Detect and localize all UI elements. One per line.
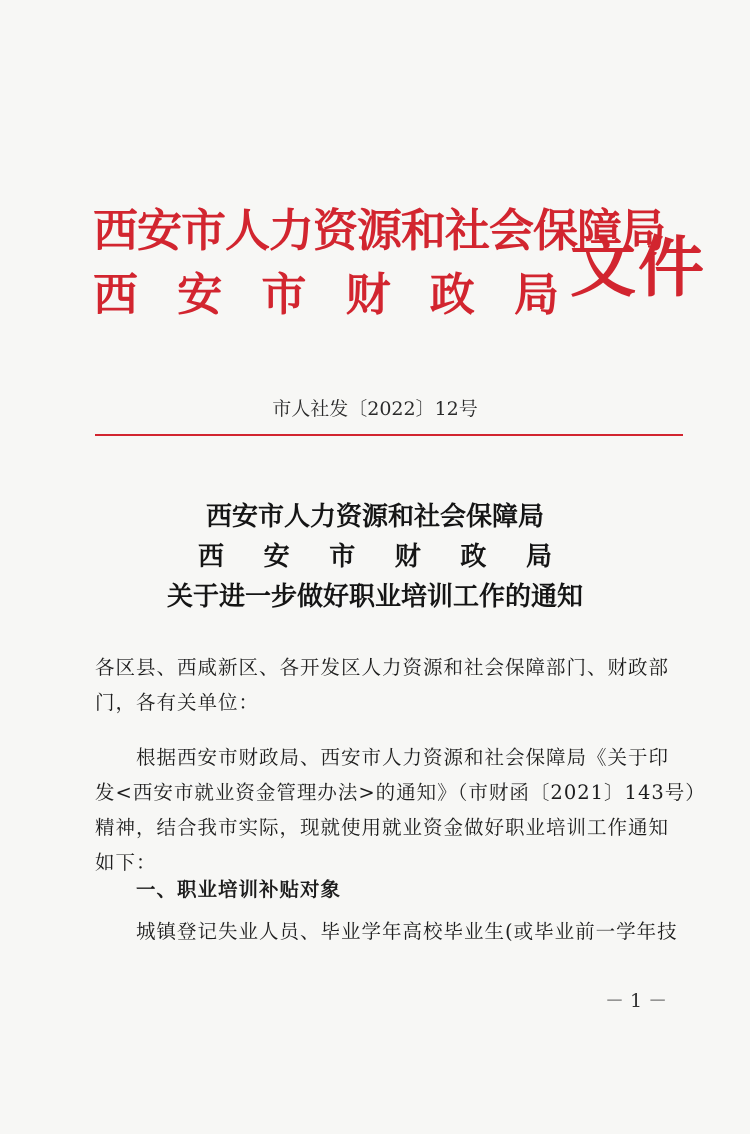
page-number: － 1 － xyxy=(605,990,668,1012)
org2-char: 西 xyxy=(93,268,139,321)
title2-char: 财 xyxy=(394,542,421,572)
section-heading xyxy=(95,872,685,907)
addressee-paragraph xyxy=(95,650,685,720)
title2-char: 市 xyxy=(329,542,356,572)
org2-char: 安 xyxy=(177,268,223,321)
document-number: 市人社发〔2022〕12号 xyxy=(272,398,478,420)
red-divider xyxy=(95,434,683,436)
text-line: 根据西安市财政局、西安市人力资源和社会保障局《关于印 xyxy=(95,746,670,769)
org2-char: 市 xyxy=(261,268,307,321)
title2-char: 政 xyxy=(460,542,487,572)
issuing-org-line-2 xyxy=(93,258,559,323)
heading-text: 一、职业培训补贴对象 xyxy=(95,878,342,901)
org2-char: 财 xyxy=(345,268,391,321)
title-line-3: 关于进一步做好职业培训工作的通知 xyxy=(166,582,583,612)
text-line: 精神，结合我市实际，现就使用就业资金做好职业培训工作通知 xyxy=(95,816,670,839)
text-line: 如下： xyxy=(95,851,157,874)
org2-char: 政 xyxy=(429,268,475,321)
org2-char: 局 xyxy=(513,268,559,321)
text-line: 城镇登记失业人员、毕业学年高校毕业生(或毕业前一学年技 xyxy=(95,920,678,943)
title2-char: 局 xyxy=(525,542,552,572)
title-line-1: 西安市人力资源和社会保障局 xyxy=(205,502,544,532)
text-line: 门，各有关单位： xyxy=(95,691,260,714)
title2-char: 安 xyxy=(263,542,290,572)
doc-type-label: 文件 xyxy=(570,228,706,306)
title2-char: 西 xyxy=(198,542,225,572)
text-line: 各区县、西咸新区、各开发区人力资源和社会保障部门、财政部 xyxy=(95,656,670,679)
title-line-2 xyxy=(198,536,552,573)
text-line: 发<西安市就业资金管理办法>的通知》（市财函〔2021〕143号） xyxy=(95,781,706,804)
issuing-org-line-1: 西安市人力资源和社会保障局 xyxy=(93,204,666,257)
intro-paragraph xyxy=(95,740,706,880)
section-paragraph xyxy=(95,914,685,949)
